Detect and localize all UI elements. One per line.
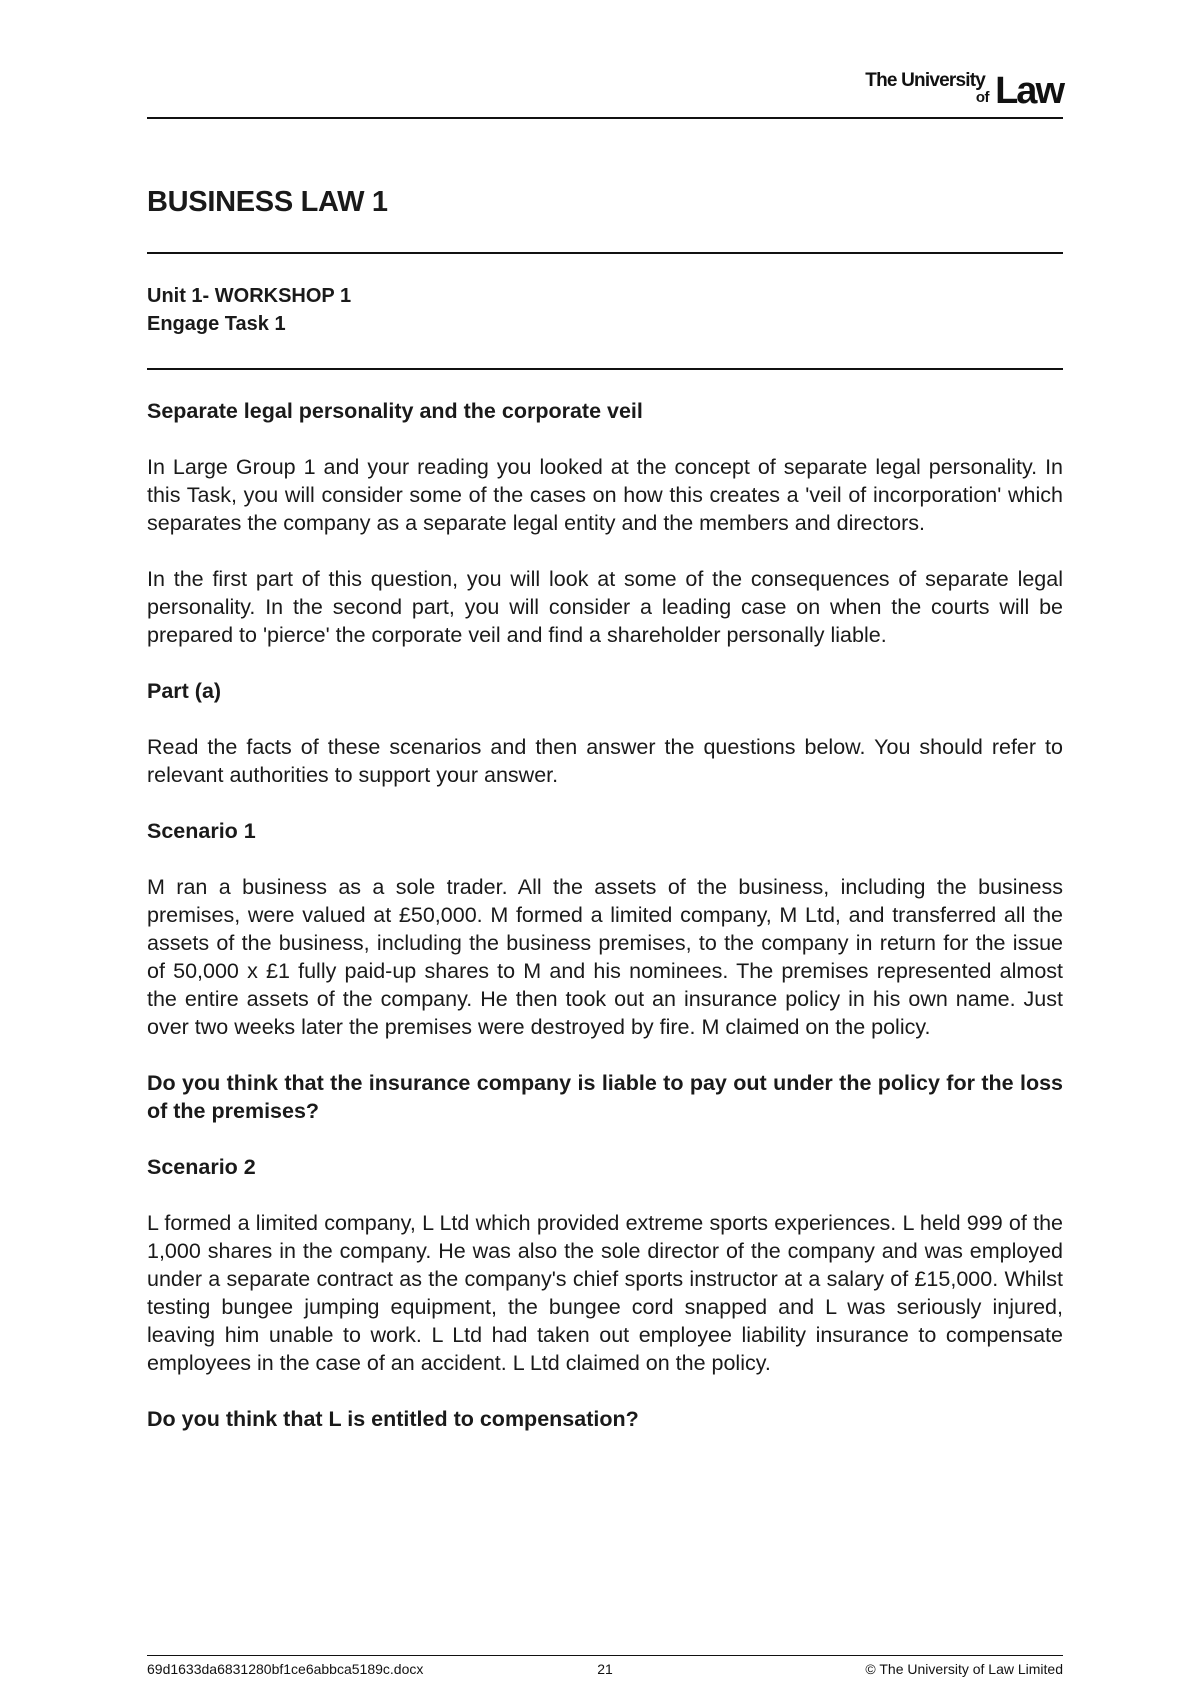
footer-copyright: © The University of Law Limited — [865, 1661, 1063, 1677]
subtitle-rule — [147, 368, 1063, 370]
part-a-text: Read the facts of these scenarios and then answer the questions below. You should refer to relevant authorities to support your answer. — [147, 735, 1063, 787]
scenario-1-text: M ran a business as a sole trader. All the assets of the business, including the business premises, were valued at £50,000. M formed a limited company, M Ltd, and transferred all the assets of the business, including the business premises, to the company in return for the issue of 50,000 x £1 fully paid-up shares to M and his nominees. The premises represented almost the entire assets of the company. He then took out an insurance policy in his own name. Just over two weeks later the premises were destroyed by fire. M claimed on the policy. — [147, 875, 1063, 1039]
intro-paragraph-2: In the first part of this question, you will look at some of the consequences of separate legal personality. In the second part, you will consider a leading case on when the courts will be prepared to 'pierce' the corporate veil and find a shareholder personally liable. — [147, 567, 1063, 647]
footer-page-number: 21 — [597, 1661, 613, 1677]
document-title: BUSINESS LAW 1 — [147, 186, 388, 218]
scenario-2-text: L formed a limited company, L Ltd which provided extreme sports experiences. L held 999 of the 1,000 shares in the company. He was also the sole director of the company and was employed under a separate contract as the company's chief sports instructor at a salary of £15,000. Whilst testing bungee jumping equipment, the bungee cord snapped and L was seriously injured, leaving him unable to work. L Ltd had taken out employee liability insurance to compensate employees in the case of an accident. L Ltd claimed on the policy. — [147, 1211, 1063, 1375]
scenario-2-question: Do you think that L is entitled to compensation? — [147, 1407, 639, 1431]
section-heading: Separate legal personality and the corporate veil — [147, 399, 643, 423]
title-rule — [147, 252, 1063, 254]
part-a-heading: Part (a) — [147, 679, 222, 703]
scenario-1-heading: Scenario 1 — [147, 819, 256, 843]
unit-label: Unit 1- WORKSHOP 1 — [147, 285, 352, 307]
task-label: Engage Task 1 — [147, 313, 286, 335]
university-of-law-logo — [843, 66, 1063, 116]
document-body — [147, 397, 1063, 1461]
logo-line-3: Law — [995, 70, 1063, 112]
footer-filename: 69d1633da6831280bf1ce6abbca5189c.docx — [147, 1661, 424, 1677]
scenario-2-heading: Scenario 2 — [147, 1155, 256, 1179]
intro-paragraph-1: In Large Group 1 and your reading you looked at the concept of separate legal personality. In this Task, you will consider some of the cases on how this creates a 'veil of incorporation' which separates the company as a separate legal entity and the members and directors. — [147, 455, 1063, 535]
logo-line-1: The University — [865, 70, 985, 91]
footer-rule — [147, 1655, 1063, 1656]
scenario-1-question: Do you think that the insurance company is liable to pay out under the policy for the loss of the premises? — [147, 1071, 1063, 1123]
logo-line-2: of — [975, 89, 989, 106]
header-rule — [147, 117, 1063, 119]
